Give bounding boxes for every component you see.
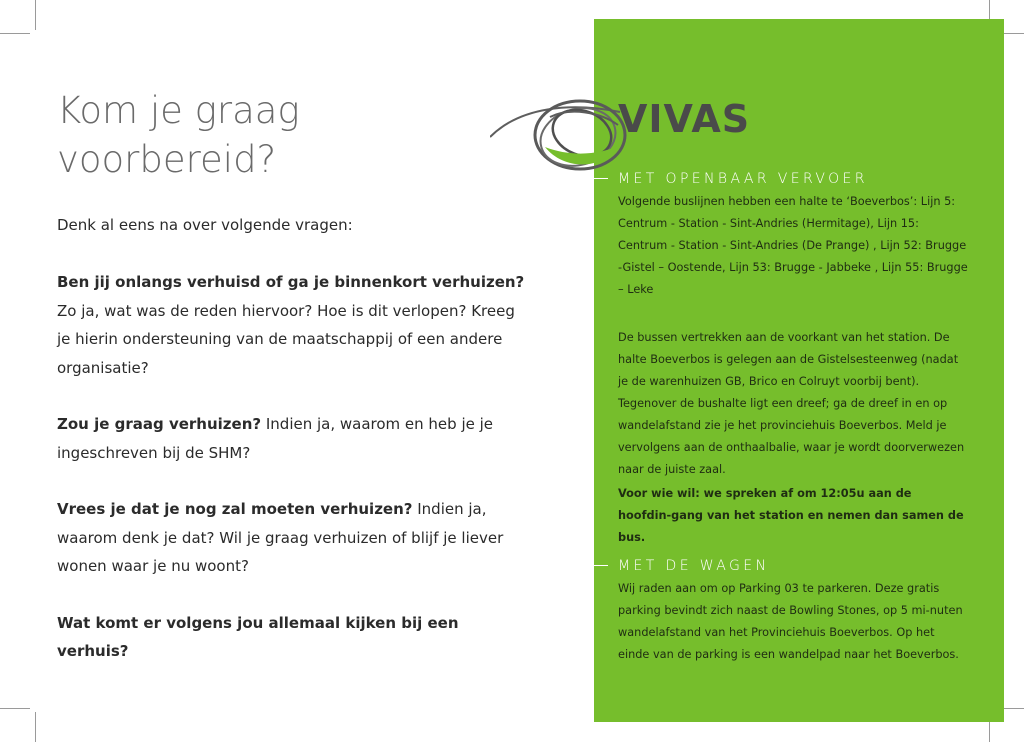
section-heading-car xyxy=(594,558,994,574)
meeting-note-bold: Voor wie wil: we spreken af om 12:05u aan de hoofdin-gang van het station en nemen dan samen de bus. xyxy=(618,487,964,544)
question-bold: Ben jij onlangs verhuisd of ga je binnenkort verhuizen? xyxy=(57,273,525,291)
question-block xyxy=(57,495,527,581)
heading-label: MET OPENBAAR VERVOER xyxy=(618,171,868,187)
section-heading-transport xyxy=(594,171,994,187)
crop-mark xyxy=(35,0,36,30)
questions-column xyxy=(57,86,527,694)
vivas-logo-text: VIVAS xyxy=(618,97,751,141)
page-title: Kom je graag voorbereid? xyxy=(57,89,300,181)
heading-dash xyxy=(594,178,608,179)
meeting-note xyxy=(618,483,968,549)
question-block xyxy=(57,609,527,666)
question-text: Zo ja, wat was de reden hiervoor? Hoe is dit verlopen? Kreeg je hierin ondersteuning van de maatschappij of een andere organisatie? xyxy=(57,301,515,377)
bus-lines-text: Volgende buslijnen hebben een halte te ‘Boeverbos’: Lijn 5: Centrum - Station - Sint-Andries (Hermitage), Lijn 15: Centrum - Station - Sint-Andries (De Prange) , Lijn 52: Brugge -Gistel – Oostende, Lijn 53: Brugge - Jabbeke , Lijn 55: Brugge – Leke xyxy=(618,195,968,296)
bus-directions-text: De bussen vertrekken aan de voorkant van het station. De halte Boeverbos is gelegen aan de Gistelsesteenweg (nadat je de warenhuizen GB, Brico en Colruyt voorbij bent). Tegenover de bushalte ligt een dreef; ga de dreef in en op wandelafstand zie je het provinciehuis Boeverbos. Meld je vervolgens aan de onthaalbalie, waar je wordt doorverwezen naar de juiste zaal. xyxy=(618,331,965,476)
crop-mark xyxy=(35,712,36,742)
parking-text: Wij raden aan om op Parking 03 te parkeren. Deze gratis parking bevindt zich naast de Bowling Stones, op 5 mi-nuten wandelafstand van het Provinciehuis Boeverbos. Op het einde van de parking is een wandelpad naar het Boeverbos. xyxy=(618,582,963,661)
heading-dash xyxy=(594,565,608,566)
crop-mark xyxy=(0,33,30,34)
question-text: Indien ja, waarom en heb je je ingeschreven bij de SHM? xyxy=(57,415,494,462)
heading-label: MET DE WAGEN xyxy=(618,558,770,574)
question-block xyxy=(57,410,527,467)
crop-mark xyxy=(0,708,30,709)
question-text: Indien ja, waarom denk je dat? Wil je graag verhuizen of blijf je liever wonen waar je nu woont? xyxy=(57,500,504,575)
intro-text: Denk al eens na over volgende vragen: xyxy=(57,216,353,234)
question-bold: Zou je graag verhuizen? xyxy=(57,415,262,433)
question-block xyxy=(57,268,527,382)
question-bold: Wat komt er volgens jou allemaal kijken bij een verhuis? xyxy=(57,613,459,660)
info-panel xyxy=(594,19,1004,722)
question-bold: Vrees je dat je nog zal moeten verhuizen? xyxy=(57,500,413,518)
